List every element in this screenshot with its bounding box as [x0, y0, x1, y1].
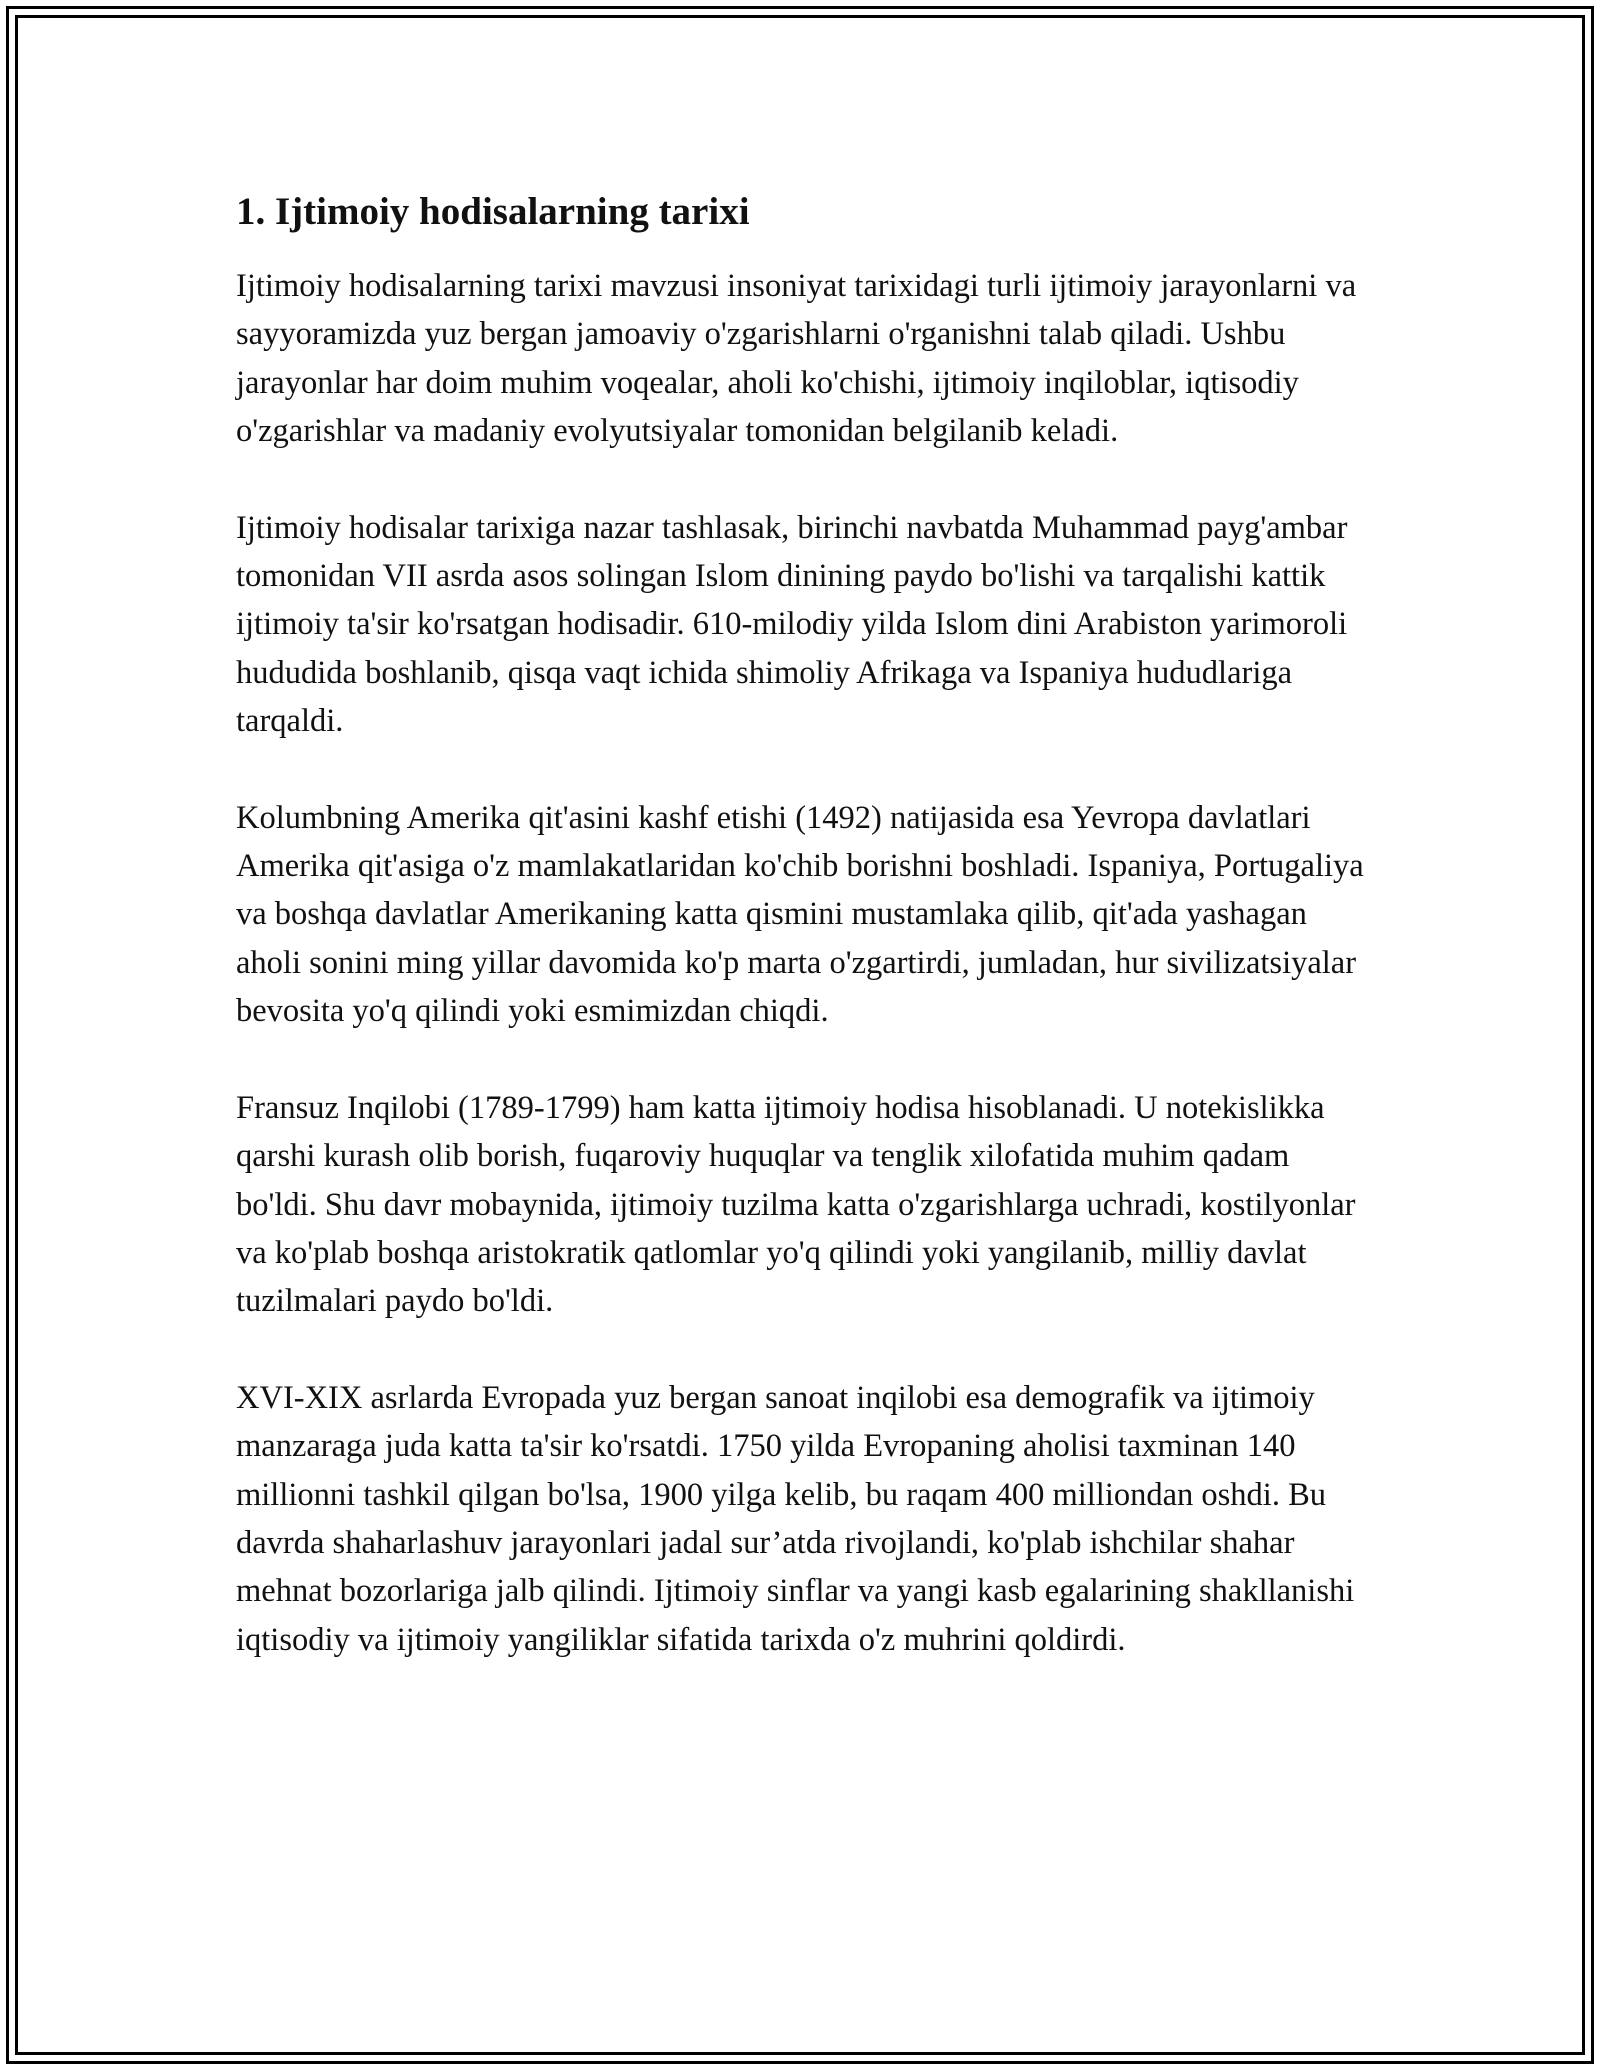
document-title: 1. Ijtimoiy hodisalarning tarixi — [236, 190, 750, 233]
paragraph-industrial-revolution: XVI-XIX asrlarda Evropada yuz bergan sanoat inqilobi esa demografik va ijtimoiy manzaraga juda katta ta'sir ko'rsatdi. 1750 yilda Evropaning aholisi taxminan 140 millionni tashkil qilgan bo'lsa, 1900 yilga kelib, bu raqam 400 milliondan oshdi. Bu davrda shaharlashuv jarayonlari jadal sur’atda rivojlandi, ko'plab ishchilar shahar mehnat bozorlariga jalb qilindi. Ijtimoiy sinflar va yangi kasb egalarining shakllanishi iqtisodiy va ijtimoiy yangiliklar sifatida tarixda o'z muhrini qoldirdi. — [236, 1379, 1355, 1658]
document-body — [236, 188, 1366, 1712]
paragraph-intro: Ijtimoiy hodisalarning tarixi mavzusi insoniyat tarixidagi turli ijtimoiy jarayonlarni va sayyoramizda yuz bergan jamoaviy o'zgarishlarni o'rganishni talab qiladi. Ushbu jarayonlar har doim muhim voqealar, aholi ko'chishi, ijtimoiy inqiloblar, iqtisodiy o'zgarishlar va madaniy evolyutsiyalar tomonidan belgilanib keladi. — [236, 268, 1357, 450]
paragraph-french-revolution: Fransuz Inqilobi (1789-1799) ham katta ijtimoiy hodisa hisoblanadi. U notekislikka qarshi kurash olib borish, fuqaroviy huquqlar va tenglik xilofatida muhim qadam bo'ldi. Shu davr mobaynida, ijtimoiy tuzilma katta o'zgarishlarga uchradi, kostilyonlar va ko'plab boshqa aristokratik qatlomlar yo'q qilindi yoki yangilanib, milliy davlat tuzilmalari paydo bo'ldi. — [236, 1089, 1356, 1320]
paragraph-islam: Ijtimoiy hodisalar tarixiga nazar tashlasak, birinchi navbatda Muhammad payg'ambar tomonidan VII asrda asos solingan Islom dinining paydo bo'lishi va tarqalishi kattik ijtimoiy ta'sir ko'rsatgan hodisadir. 610-milodiy yilda Islom dini Arabiston yarimoroli hududida boshlanib, qisqa vaqt ichida shimoliy Afrikaga va Ispaniya hududlariga tarqaldi. — [236, 509, 1348, 740]
paragraph-columbus: Kolumbning Amerika qit'asini kashf etishi (1492) natijasida esa Yevropa davlatlari Amerika qit'asiga o'z mamlakatlaridan ko'chib borishni boshladi. Ispaniya, Portugaliya va boshqa davlatlar Amerikaning katta qismini mustamlaka qilib, qit'ada yashagan aholi sonini ming yillar davomida ko'p marta o'zgartirdi, jumladan, hur sivilizatsiyalar bevosita yo'q qilindi yoki esmimizdan chiqdi. — [236, 799, 1364, 1030]
